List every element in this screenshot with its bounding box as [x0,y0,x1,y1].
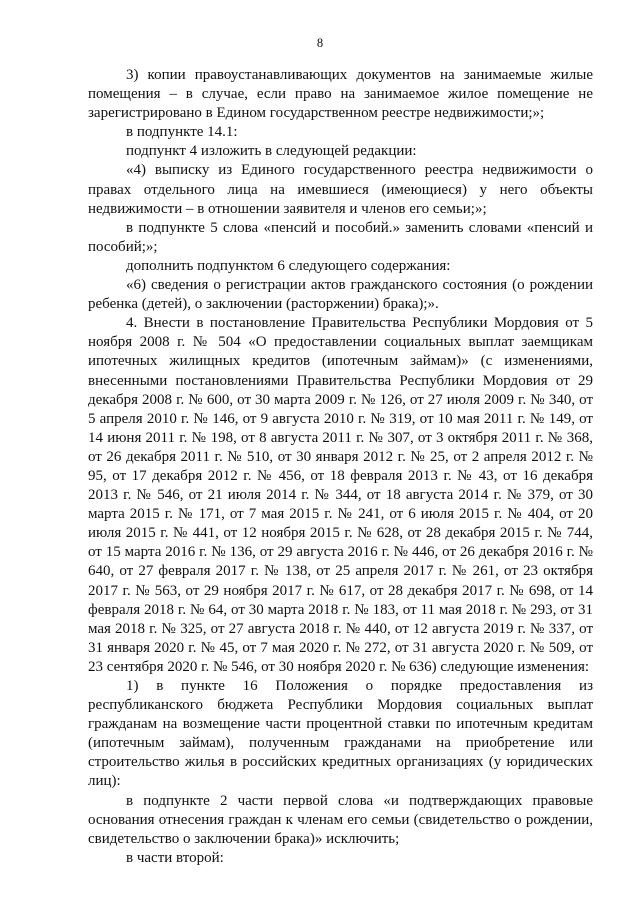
paragraph: 3) копии правоустанавливающих документов на занимаемые жилые помещения – в случае, если право на занимаемое жилое помещение не зарегистрировано в Едином государственном реестре недвижимости;»; [88,67,593,122]
paragraph: в подпункте 5 слова «пенсий и пособий.» заменить словами «пенсий и пособий;»; [88,219,593,255]
page-number: 8 [316,36,324,50]
paragraph: дополнить подпунктом 6 следующего содержания: [126,257,451,274]
paragraph: «4) выписку из Единого государственного реестра недвижимости о правах отдельного лица на имевшиеся (имеющиеся) у него объекты недвижимости – в отношении заявителя и членов его семьи;»; [88,162,593,217]
paragraph: в подпункте 14.1: [126,124,238,141]
paragraph: «6) сведения о регистрации актов гражданского состояния (о рождении ребенка (детей), о заключении (расторжении) брака);». [88,277,593,313]
paragraph: 1) в пункте 16 Положения о порядке предоставления из республиканского бюджета Республики Мордовия социальных выплат гражданам на возмещение части процентной ставки по ипотечным кредитам (ипотечным займам), полученным гражданами на приобретение или строительство жилья в российских кредитных организациях (у юридических лиц): [88,678,593,790]
paragraph: в подпункте 2 части первой слова «и подтверждающих правовые основания отнесения граждан к членам его семьи (свидетельство о рождении, свидетельство о заключении брака)» исключить; [88,792,593,847]
document-body [88,66,593,868]
paragraph: подпункт 4 изложить в следующей редакции: [126,143,417,160]
paragraph: 4. Внести в постановление Правительства Республики Мордовия от 5 ноября 2008 г. № 504 «О предоставлении социальных выплат заемщикам ипотечных жилищных кредитов (ипотечным займам)» (с изменениями, внесенными постановлениями Правительства Республики Мордовия от 29 декабря 2008 г. № 600, от 30 марта 2009 г. № 126, от 27 июля 2009 г. № 340, от 5 апреля 2010 г. № 146, от 9 августа 2010 г. № 319, от 10 мая 2011 г. № 149, от 14 июня 2011 г. № 198, от 8 августа 2011 г. № 307, от 3 октября 2011 г. № 368, от 26 декабря 2011 г. № 510, от 30 января 2012 г. № 25, от 2 апреля 2012 г. № 95, от 17 декабря 2012 г. № 456, от 18 февраля 2013 г. № 43, от 16 декабря 2013 г. № 546, от 21 июля 2014 г. № 344, от 18 августа 2014 г. № 379, от 30 марта 2015 г. № 171, от 7 мая 2015 г. № 241, от 6 июля 2015 г. № 404, от 20 июля 2015 г. № 441, от 12 ноября 2015 г. № 628, от 28 декабря 2015 г. № 744, от 15 марта 2016 г. № 136, от 29 августа 2016 г. № 446, от 26 декабря 2016 г. № 640, от 27 февраля 2017 г. № 138, от 25 апреля 2017 г. № 261, от 23 октября 2017 г. № 563, от 29 ноября 2017 г. № 617, от 28 декабря 2017 г. № 698, от 14 февраля 2018 г. № 64, от 30 марта 2018 г. № 183, от 11 мая 2018 г. № 293, от 31 мая 2018 г. № 325, от 27 августа 2018 г. № 440, от 12 августа 2019 г. № 337, от 31 января 2020 г. № 45, от 7 мая 2020 г. № 272, от 31 августа 2020 г. № 509, от 23 сентября 2020 г. № 546, от 30 ноября 2020 г. № 636) следующие изменения: [88,315,593,675]
paragraph: в части второй: [126,849,224,866]
